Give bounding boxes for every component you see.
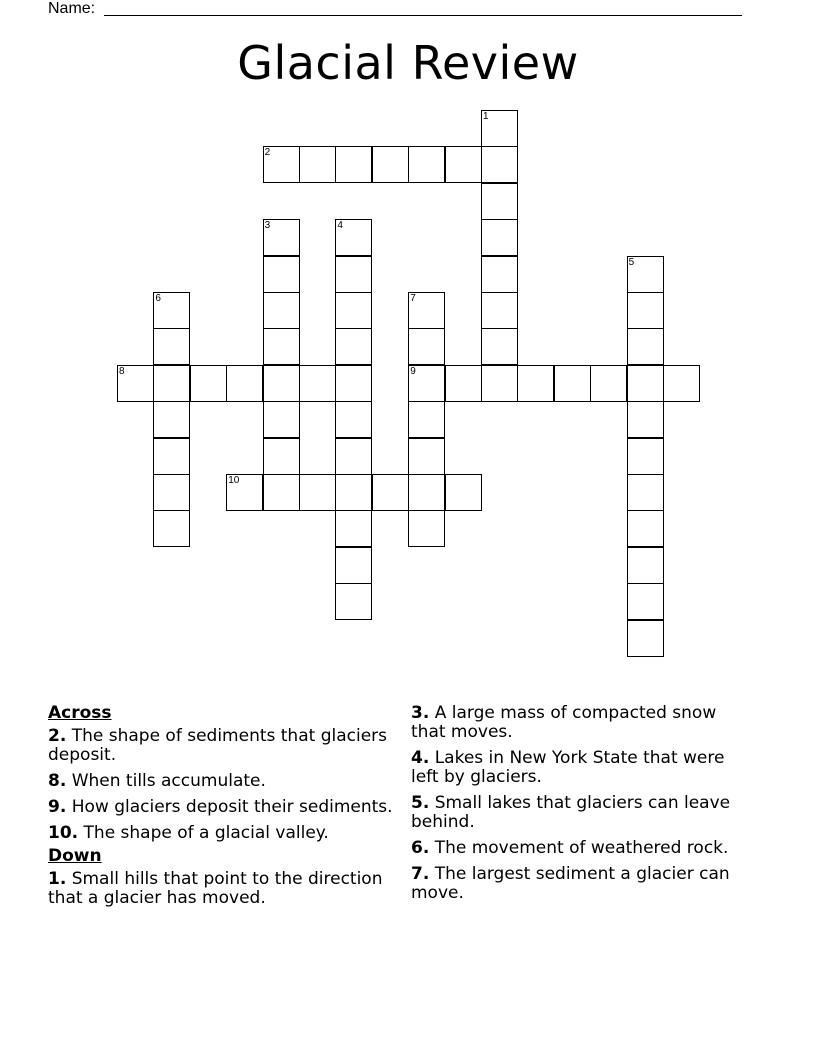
clue-number: 6. bbox=[411, 838, 430, 858]
crossword-cell[interactable] bbox=[263, 401, 300, 438]
crossword-cell[interactable] bbox=[445, 365, 482, 402]
clue-text: When tills accumulate. bbox=[71, 771, 266, 791]
clues-right-column bbox=[411, 704, 756, 910]
crossword-cell[interactable] bbox=[226, 474, 263, 511]
down-heading: Down bbox=[48, 846, 102, 866]
crossword-cell[interactable] bbox=[445, 146, 482, 183]
crossword-cell[interactable] bbox=[408, 401, 445, 438]
crossword-cell[interactable] bbox=[627, 438, 664, 475]
down-clue bbox=[411, 794, 756, 832]
crossword-cell[interactable] bbox=[408, 510, 445, 547]
crossword-cell[interactable] bbox=[481, 110, 518, 147]
crossword-cell[interactable] bbox=[335, 256, 372, 293]
crossword-cell[interactable] bbox=[190, 365, 227, 402]
clue-number: 10. bbox=[48, 823, 79, 843]
crossword-cell[interactable] bbox=[627, 365, 664, 402]
crossword-cell[interactable] bbox=[153, 292, 190, 329]
down-clue bbox=[48, 870, 393, 908]
crossword-cell[interactable] bbox=[299, 474, 336, 511]
crossword-cell[interactable] bbox=[335, 146, 372, 183]
cell-number: 1 bbox=[483, 111, 489, 122]
across-clue bbox=[48, 798, 393, 817]
across-heading: Across bbox=[48, 703, 112, 723]
crossword-cell[interactable] bbox=[335, 547, 372, 584]
crossword-cell[interactable] bbox=[335, 365, 372, 402]
crossword-cell[interactable] bbox=[335, 292, 372, 329]
clue-text: The movement of weathered rock. bbox=[434, 838, 729, 858]
down-clue bbox=[411, 704, 756, 742]
crossword-cell[interactable] bbox=[335, 219, 372, 256]
crossword-cell[interactable] bbox=[408, 146, 445, 183]
clue-number: 4. bbox=[411, 748, 430, 768]
crossword-cell[interactable] bbox=[627, 256, 664, 293]
clue-text: A large mass of compacted snow that moves. bbox=[411, 703, 717, 742]
crossword-cell[interactable] bbox=[153, 328, 190, 365]
crossword-cell[interactable] bbox=[263, 365, 300, 402]
crossword-cell[interactable] bbox=[263, 256, 300, 293]
crossword-cell[interactable] bbox=[299, 365, 336, 402]
clue-number: 5. bbox=[411, 793, 430, 813]
crossword-cell[interactable] bbox=[263, 219, 300, 256]
cell-number: 2 bbox=[264, 147, 271, 159]
clue-number: 1. bbox=[48, 869, 67, 889]
crossword-cell[interactable] bbox=[335, 510, 372, 547]
crossword-cell[interactable] bbox=[517, 365, 554, 402]
crossword-cell[interactable] bbox=[153, 438, 190, 475]
crossword-cell[interactable] bbox=[153, 401, 190, 438]
clue-text: How glaciers deposit their sediments. bbox=[71, 797, 393, 817]
name-field-line[interactable] bbox=[104, 15, 742, 16]
crossword-cell[interactable] bbox=[627, 620, 664, 657]
cell-number: 5 bbox=[628, 256, 635, 268]
clue-text: The largest sediment a glacier can move. bbox=[411, 864, 730, 903]
crossword-cell[interactable] bbox=[153, 365, 190, 402]
clue-text: Lakes in New York State that were left by glaciers. bbox=[411, 748, 725, 787]
crossword-cell[interactable] bbox=[263, 292, 300, 329]
crossword-cell[interactable] bbox=[408, 328, 445, 365]
clue-text: The shape of a glacial valley. bbox=[83, 823, 329, 843]
crossword-cell[interactable] bbox=[335, 328, 372, 365]
crossword-cell[interactable] bbox=[481, 183, 518, 220]
crossword-cell[interactable] bbox=[117, 365, 154, 402]
crossword-cell[interactable] bbox=[481, 365, 518, 402]
crossword-cell[interactable] bbox=[372, 146, 409, 183]
crossword-cell[interactable] bbox=[554, 365, 591, 402]
crossword-cell[interactable] bbox=[408, 438, 445, 475]
cell-number: 3 bbox=[264, 220, 271, 232]
crossword-cell[interactable] bbox=[335, 583, 372, 620]
clue-text: Small lakes that glaciers can leave behind. bbox=[411, 793, 731, 832]
crossword-cell[interactable] bbox=[627, 401, 664, 438]
crossword-cell[interactable] bbox=[627, 328, 664, 365]
crossword-cell[interactable] bbox=[627, 510, 664, 547]
across-clue bbox=[48, 727, 393, 765]
crossword-cell[interactable] bbox=[372, 474, 409, 511]
crossword-cell[interactable] bbox=[481, 256, 518, 293]
clue-number: 7. bbox=[411, 864, 430, 884]
crossword-cell[interactable] bbox=[335, 474, 372, 511]
down-clue bbox=[411, 865, 756, 903]
crossword-cell[interactable] bbox=[481, 292, 518, 329]
crossword-cell[interactable] bbox=[445, 474, 482, 511]
crossword-cell[interactable] bbox=[153, 510, 190, 547]
crossword-cell[interactable] bbox=[335, 438, 372, 475]
clue-number: 2. bbox=[48, 726, 67, 746]
cell-number: 8 bbox=[119, 365, 125, 377]
crossword-cell[interactable] bbox=[299, 146, 336, 183]
crossword-cell[interactable] bbox=[627, 474, 664, 511]
clue-number: 8. bbox=[48, 771, 67, 791]
crossword-cell[interactable] bbox=[627, 547, 664, 584]
crossword-cell[interactable] bbox=[408, 292, 445, 329]
cell-number: 4 bbox=[337, 220, 343, 232]
crossword-cell[interactable] bbox=[627, 292, 664, 329]
crossword-cell[interactable] bbox=[408, 365, 445, 402]
crossword-cell[interactable] bbox=[263, 438, 300, 475]
clue-text: Small hills that point to the direction that a glacier has moved. bbox=[48, 869, 383, 908]
across-clue bbox=[48, 824, 393, 843]
crossword-cell[interactable] bbox=[590, 365, 627, 402]
clue-number: 9. bbox=[48, 797, 67, 817]
crossword-cell[interactable] bbox=[481, 219, 518, 256]
clue-text: The shape of sediments that glaciers deposit. bbox=[48, 726, 387, 765]
cell-number: 10 bbox=[228, 475, 240, 486]
cell-number: 6 bbox=[155, 293, 161, 304]
crossword-cell[interactable] bbox=[663, 365, 700, 402]
crossword-cell[interactable] bbox=[226, 365, 263, 402]
across-clue bbox=[48, 772, 393, 791]
clues-left-column bbox=[48, 704, 393, 915]
name-label: Name: bbox=[48, 0, 96, 17]
page-title: Glacial Review bbox=[237, 36, 579, 90]
crossword-cell[interactable] bbox=[153, 474, 190, 511]
down-clue bbox=[411, 839, 756, 858]
crossword-cell[interactable] bbox=[335, 401, 372, 438]
crossword-cell[interactable] bbox=[408, 474, 445, 511]
cell-number: 9 bbox=[410, 365, 416, 377]
crossword-cell[interactable] bbox=[263, 474, 300, 511]
clue-number: 3. bbox=[411, 703, 430, 723]
crossword-cell[interactable] bbox=[627, 583, 664, 620]
cell-number: 7 bbox=[410, 293, 416, 304]
crossword-cell[interactable] bbox=[263, 146, 300, 183]
crossword-cell[interactable] bbox=[481, 328, 518, 365]
crossword-cell[interactable] bbox=[263, 328, 300, 365]
down-clue bbox=[411, 749, 756, 787]
crossword-cell[interactable] bbox=[481, 146, 518, 183]
